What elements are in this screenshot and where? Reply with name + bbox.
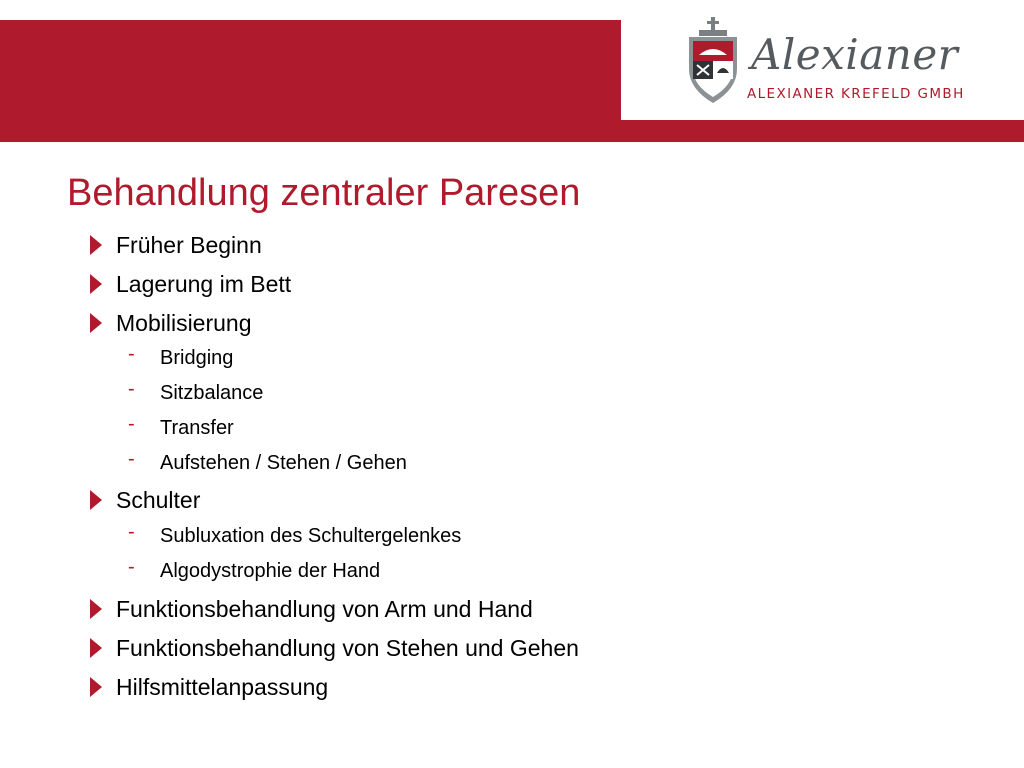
right-triangle-icon <box>90 599 102 619</box>
sub-bullet-text: Aufstehen / Stehen / Gehen <box>160 452 407 474</box>
sub-bullet-text: Sitzbalance <box>160 382 264 404</box>
bullet-text: Schulter <box>116 487 201 513</box>
bullet-text: Hilfsmittelanpassung <box>116 674 329 700</box>
bullet-text: Früher Beginn <box>116 232 262 258</box>
dash-icon: - <box>128 448 135 470</box>
right-triangle-icon <box>90 313 102 333</box>
right-triangle-icon <box>90 235 102 255</box>
dash-icon: - <box>128 413 135 435</box>
sub-bullet-text: Subluxation des Schultergelenkes <box>160 525 462 547</box>
brand-name: Alexianer <box>751 30 959 79</box>
dash-icon: - <box>128 521 135 543</box>
right-triangle-icon <box>90 274 102 294</box>
right-triangle-icon <box>90 638 102 658</box>
bullet-text: Lagerung im Bett <box>116 271 292 297</box>
sub-bullet-text: Transfer <box>160 417 234 439</box>
right-triangle-icon <box>90 490 102 510</box>
dash-icon: - <box>128 556 135 578</box>
dash-icon: - <box>128 378 135 400</box>
sub-bullet-text: Algodystrophie der Hand <box>160 560 381 582</box>
sub-bullet-text: Bridging <box>160 347 234 369</box>
dash-icon: - <box>128 343 135 365</box>
bullet-text: Funktionsbehandlung von Arm und Hand <box>116 596 533 622</box>
right-triangle-icon <box>90 677 102 697</box>
bullet-text: Mobilisierung <box>116 310 252 336</box>
logo <box>621 20 1024 120</box>
bullet-text: Funktionsbehandlung von Stehen und Gehen <box>116 635 579 661</box>
slide-title: Behandlung zentraler Paresen <box>67 172 581 214</box>
brand-subtitle: ALEXIANER KREFELD GMBH <box>747 86 965 102</box>
crest-icon <box>683 17 743 105</box>
